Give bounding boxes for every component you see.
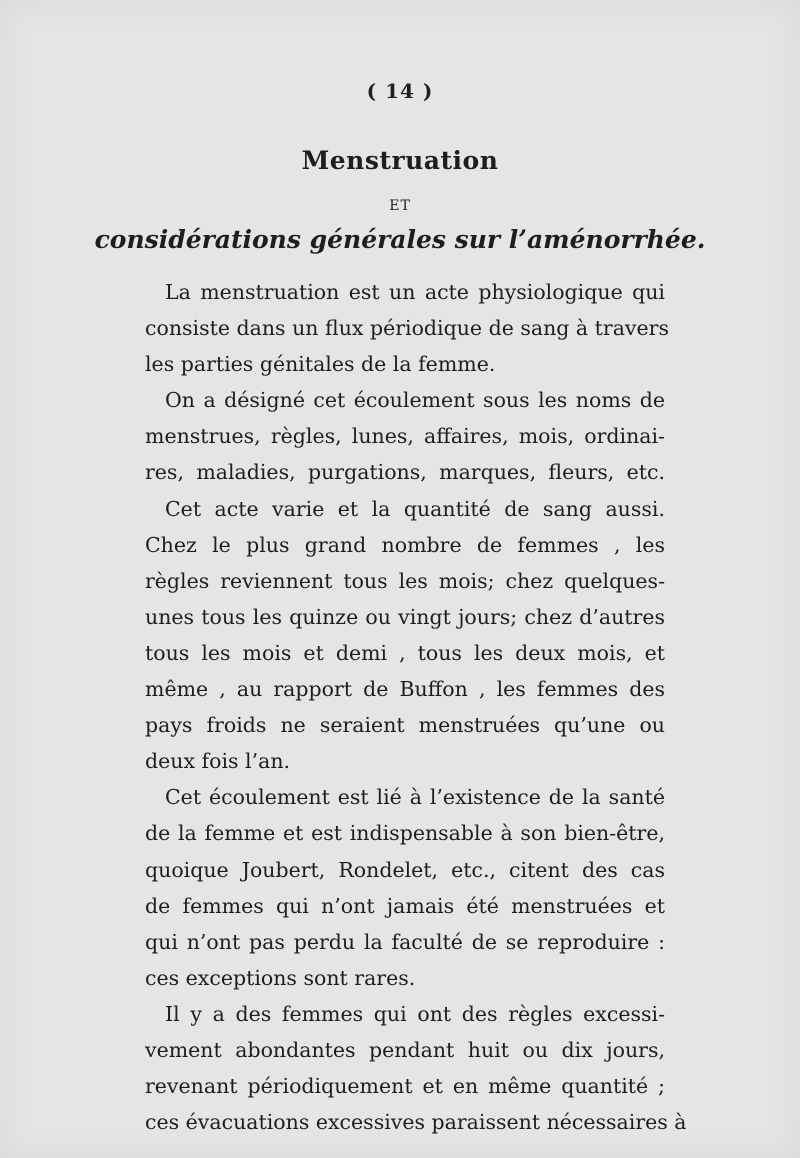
text-line: pays froids ne seraient menstruées qu’une ou (145, 713, 665, 738)
text-line: La menstruation est un acte physiologique qui (165, 280, 665, 304)
text-line: res, maladies, purgations, marques, fleurs, etc. (145, 460, 665, 485)
text-line: Chez le plus grand nombre de femmes , les (145, 532, 665, 557)
text-line: de femmes qui n’ont jamais été menstruées et (145, 893, 665, 918)
text-line: les parties génitales de la femme. (145, 352, 496, 377)
text-line: deux fois l’an. (145, 749, 291, 774)
text-line: tous les mois et demi , tous les deux mois, et (145, 640, 665, 665)
text-line: revenant périodiquement et en même quantité ; (145, 1074, 665, 1099)
text-line: Cet acte varie et la quantité de sang aussi. (165, 496, 665, 521)
text-line: Il y a des femmes qui ont des règles excessi- (165, 1001, 665, 1026)
text-line: même , au rapport de Buffon , les femmes des (145, 677, 665, 702)
text-line: menstrues, règles, lunes, affaires, mois, ordinai- (145, 424, 665, 449)
text-line: de la femme et est indispensable à son bien-être, (145, 821, 665, 846)
page-number: ( 14 ) (366, 79, 434, 103)
text-line: ces évacuations excessives paraissent nécessaires à (145, 1110, 687, 1135)
text-line: règles reviennent tous les mois; chez quelques- (145, 568, 665, 593)
chapter-subtitle: considérations générales sur l’aménorrhée. (94, 225, 706, 254)
body-text (145, 274, 687, 1140)
title-conjunction: ET (389, 198, 411, 214)
text-line: vement abondantes pendant huit ou dix jours, (145, 1037, 665, 1062)
text-line: quoique Joubert, Rondelet, etc., citent des cas (145, 857, 665, 882)
text-line: qui n’ont pas perdu la faculté de se reproduire : (145, 929, 665, 954)
text-line: Cet écoulement est lié à l’existence de la santé (165, 785, 665, 810)
text-line: unes tous les quinze ou vingt jours; chez d’autres (145, 604, 665, 629)
text-line: consiste dans un flux périodique de sang à travers (145, 316, 669, 341)
text-line: On a désigné cet écoulement sous les noms de (165, 388, 665, 413)
chapter-title: Menstruation (301, 146, 499, 175)
text-line: ces exceptions sont rares. (145, 965, 416, 990)
